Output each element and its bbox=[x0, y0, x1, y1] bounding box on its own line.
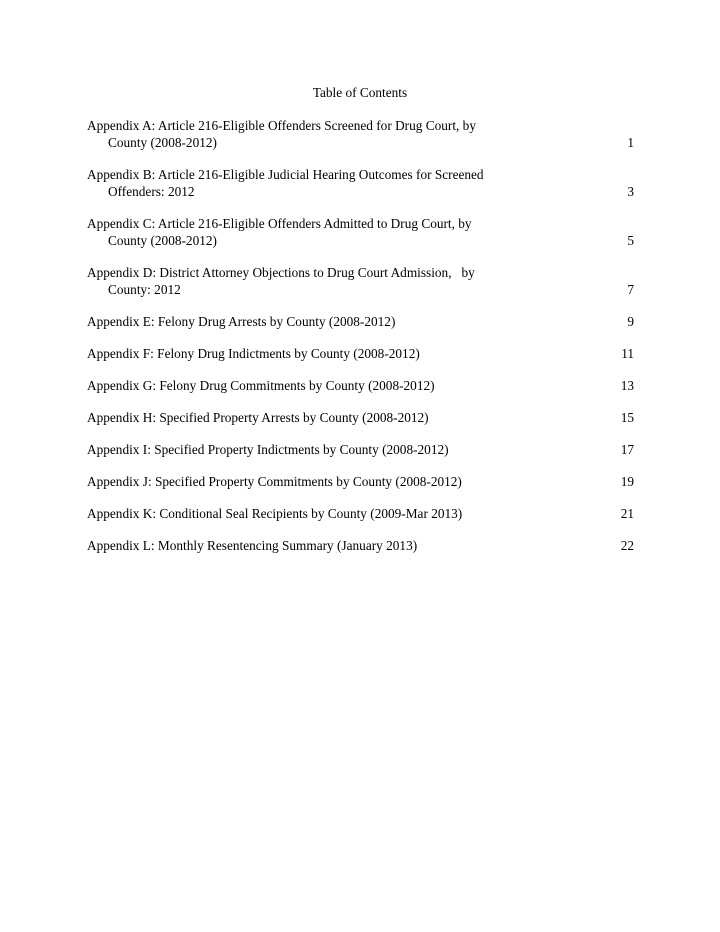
toc-page-number: 7 bbox=[627, 282, 634, 297]
toc-entry-appendix-f[interactable] bbox=[87, 345, 634, 362]
toc-page-number: 22 bbox=[620, 538, 634, 553]
toc-entry-appendix-c[interactable] bbox=[87, 215, 634, 249]
toc-title: Table of Contents bbox=[312, 85, 408, 100]
toc-entry-text: Appendix K: Conditional Seal Recipients by County (2009-Mar 2013) bbox=[87, 506, 463, 521]
toc-entry-appendix-d[interactable] bbox=[87, 264, 634, 298]
toc-page-number: 1 bbox=[627, 135, 634, 150]
toc-page-number: 17 bbox=[620, 442, 634, 457]
toc-entry-text: County (2008-2012) bbox=[108, 135, 217, 150]
toc-entry-text: Appendix D: District Attorney Objections to Drug Court Admission, by bbox=[87, 265, 475, 280]
toc-entry-appendix-j[interactable] bbox=[87, 473, 634, 490]
toc-page-number: 3 bbox=[627, 184, 634, 199]
toc-entry-text: Appendix E: Felony Drug Arrests by County (2008-2012) bbox=[87, 314, 396, 329]
toc-entry-text: Appendix G: Felony Drug Commitments by County (2008-2012) bbox=[87, 378, 435, 393]
toc-entry-text: Appendix A: Article 216-Eligible Offenders Screened for Drug Court, by bbox=[87, 118, 476, 133]
toc-entry-appendix-k[interactable] bbox=[87, 505, 634, 522]
toc-page-number: 13 bbox=[620, 378, 634, 393]
toc-entry-text: County (2008-2012) bbox=[108, 233, 217, 248]
toc-entry-appendix-e[interactable] bbox=[87, 313, 634, 330]
toc-entry-text: Appendix F: Felony Drug Indictments by County (2008-2012) bbox=[87, 346, 420, 361]
toc-list bbox=[87, 117, 634, 569]
toc-entry-text: Offenders: 2012 bbox=[108, 184, 195, 199]
toc-page-number: 9 bbox=[627, 314, 634, 329]
toc-entry-text: Appendix C: Article 216-Eligible Offenders Admitted to Drug Court, by bbox=[87, 216, 472, 231]
toc-page-number: 19 bbox=[620, 474, 634, 489]
toc-entry-text: Appendix L: Monthly Resentencing Summary (January 2013) bbox=[87, 538, 418, 553]
toc-page-number: 15 bbox=[620, 410, 634, 425]
toc-entry-text: County: 2012 bbox=[108, 282, 181, 297]
toc-entry-text: Appendix J: Specified Property Commitments by County (2008-2012) bbox=[87, 474, 462, 489]
toc-entry-appendix-b[interactable] bbox=[87, 166, 634, 200]
toc-page-number: 21 bbox=[620, 506, 634, 521]
toc-entry-appendix-i[interactable] bbox=[87, 441, 634, 458]
toc-entry-text: Appendix I: Specified Property Indictments by County (2008-2012) bbox=[87, 442, 449, 457]
toc-entry-appendix-l[interactable] bbox=[87, 537, 634, 554]
toc-entry-appendix-g[interactable] bbox=[87, 377, 634, 394]
toc-page-number: 11 bbox=[621, 346, 634, 361]
toc-entry-appendix-a[interactable] bbox=[87, 117, 634, 151]
toc-entry-appendix-h[interactable] bbox=[87, 409, 634, 426]
toc-entry-text: Appendix B: Article 216-Eligible Judicial Hearing Outcomes for Screened bbox=[87, 167, 484, 182]
toc-page-number: 5 bbox=[627, 233, 634, 248]
toc-entry-text: Appendix H: Specified Property Arrests by County (2008-2012) bbox=[87, 410, 429, 425]
